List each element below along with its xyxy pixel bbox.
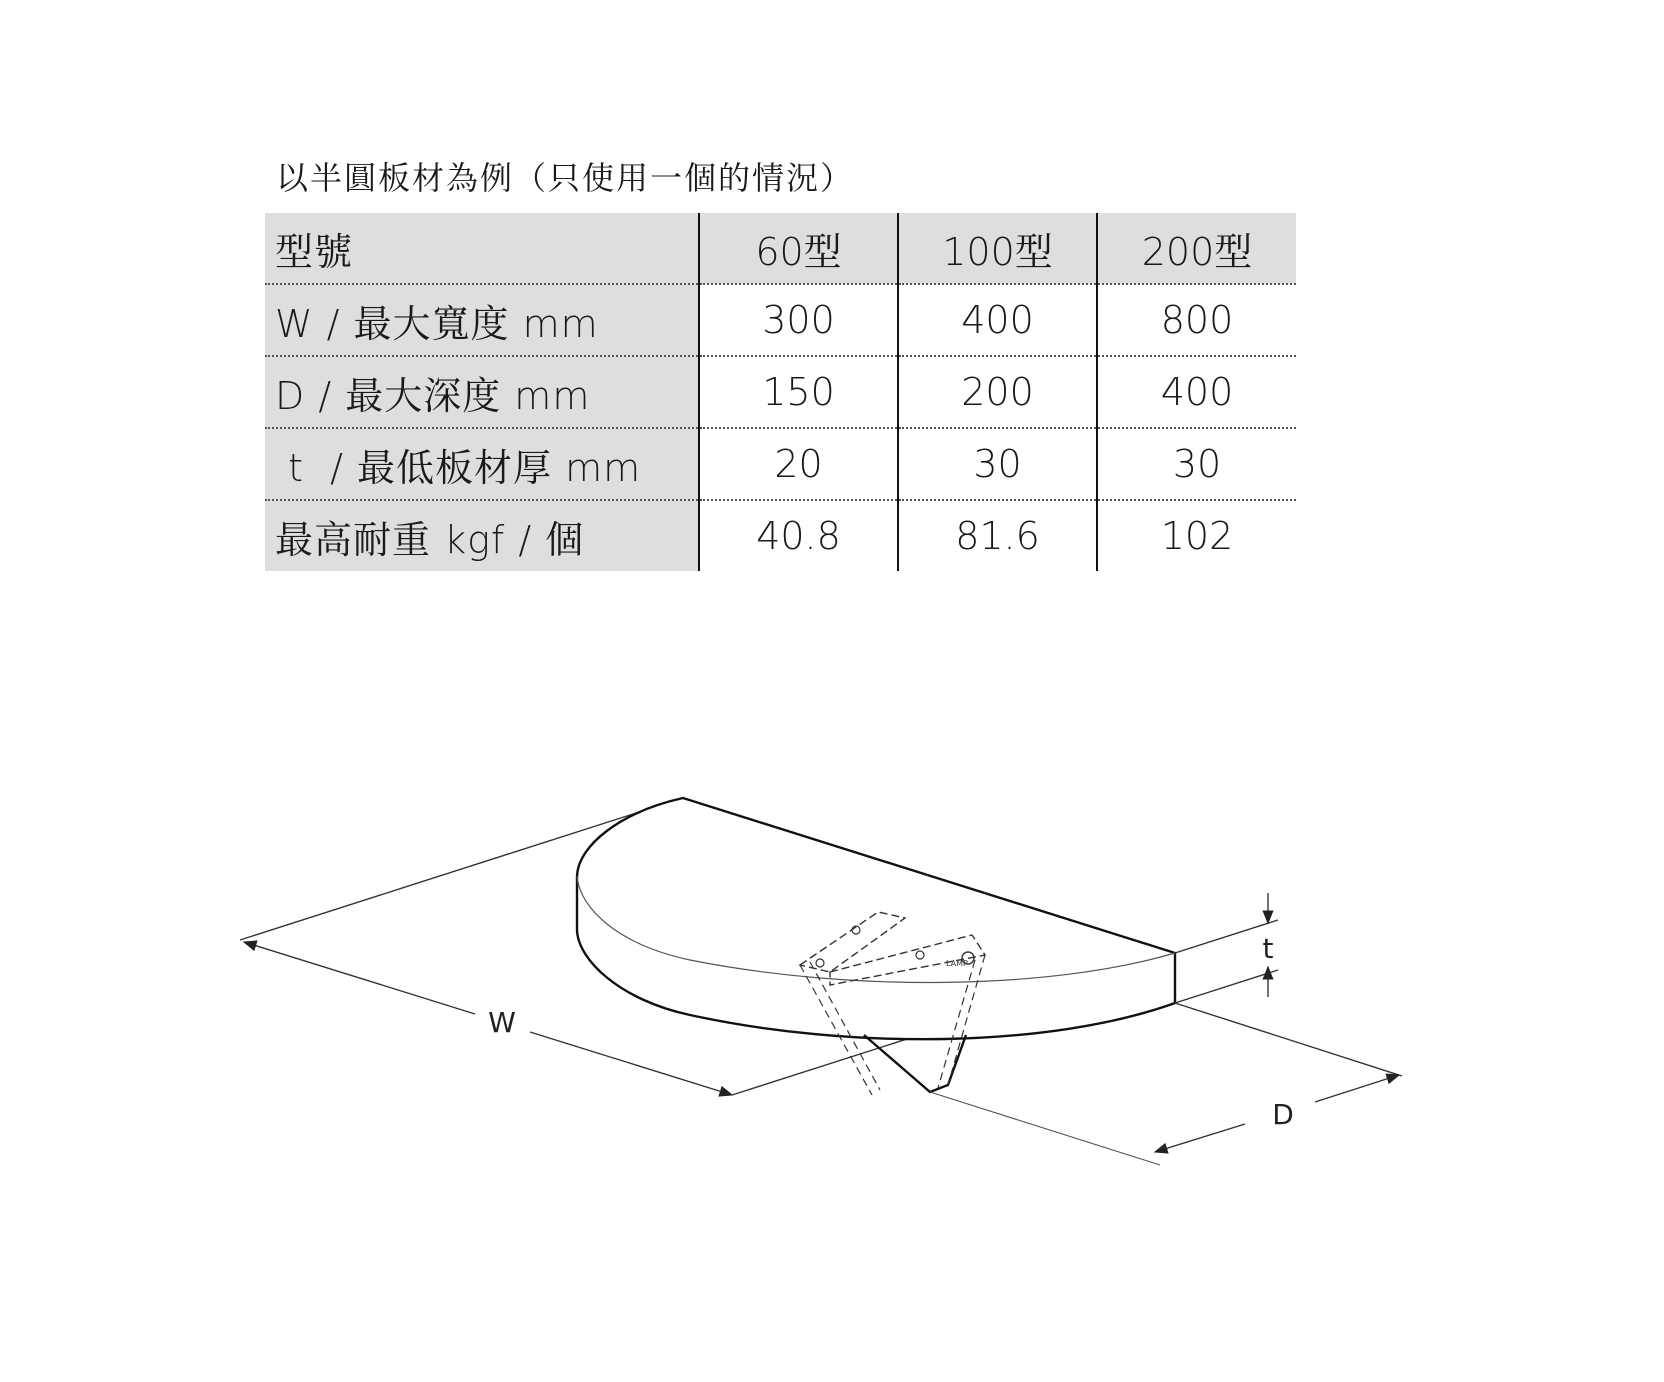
cell-load-60: 40.8 — [699, 500, 898, 571]
bracket-logo-text: LAMP — [946, 959, 968, 968]
cell-thickness-100: 30 — [898, 428, 1097, 500]
table-caption: 以半圓板材為例（只使用一個的情況） — [276, 159, 855, 197]
cell-load-200: 102 — [1097, 500, 1296, 571]
cell-model-100: 100型 — [898, 213, 1097, 284]
cell-model-200: 200型 — [1097, 213, 1296, 284]
row-label-depth: D / 最大深度 mm — [265, 356, 699, 428]
thickness-label: t — [1262, 932, 1274, 965]
row-label-load: 最高耐重 kgf / 個 — [265, 500, 699, 571]
cell-width-200: 800 — [1097, 284, 1296, 356]
depth-label: D — [1272, 1098, 1294, 1131]
cell-width-60: 300 — [699, 284, 898, 356]
cell-thickness-200: 30 — [1097, 428, 1296, 500]
row-label-model: 型號 — [265, 213, 699, 284]
cell-model-60: 60型 — [699, 213, 898, 284]
cell-depth-60: 150 — [699, 356, 898, 428]
half-round-shelf — [577, 798, 1175, 1039]
cell-depth-200: 400 — [1097, 356, 1296, 428]
row-label-width: W / 最大寬度 mm — [265, 284, 699, 356]
width-label: W — [488, 1006, 516, 1039]
row-label-thickness: t / 最低板材厚 mm — [265, 428, 699, 500]
cell-thickness-60: 20 — [699, 428, 898, 500]
cell-depth-100: 200 — [898, 356, 1097, 428]
cell-width-100: 400 — [898, 284, 1097, 356]
cell-load-100: 81.6 — [898, 500, 1097, 571]
